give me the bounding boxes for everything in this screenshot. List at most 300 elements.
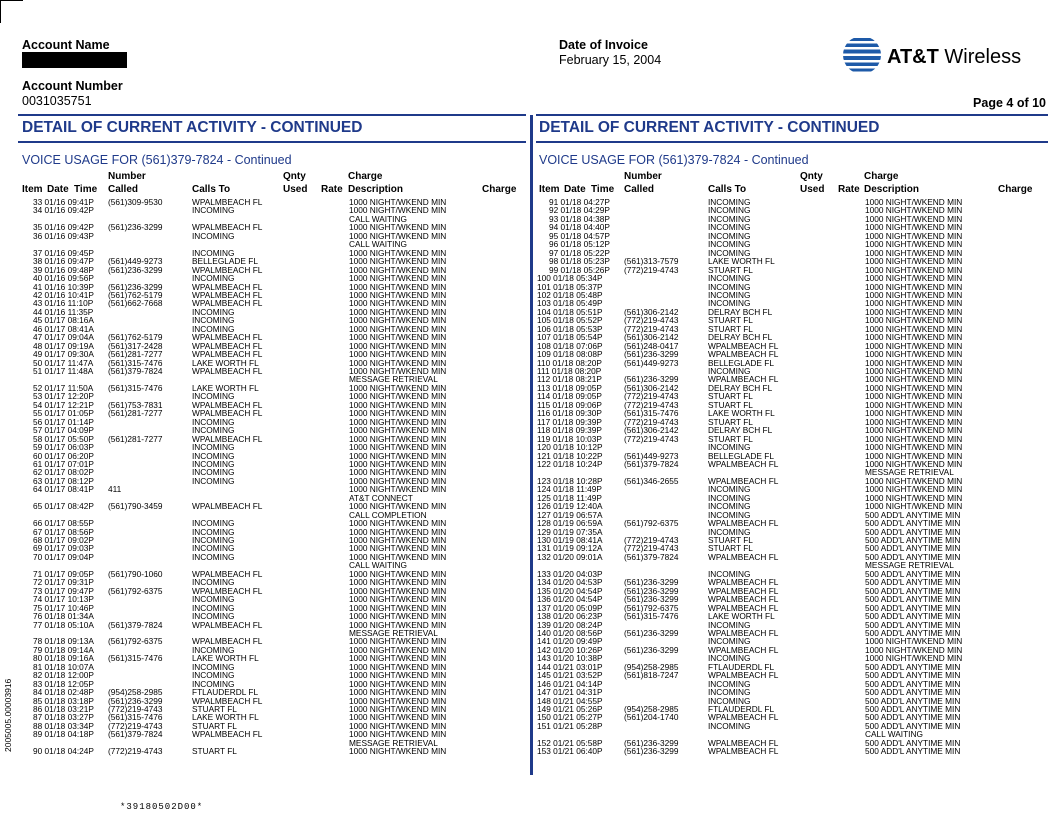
cell-description: 1000 NIGHT/WKEND MIN	[865, 382, 963, 393]
cell-description: 1000 NIGHT/WKEND MIN	[865, 273, 963, 284]
cell-description: 1000 NIGHT/WKEND MIN	[865, 323, 963, 334]
cell-description: 1000 NIGHT/WKEND MIN	[865, 349, 963, 360]
cell-description: 1000 NIGHT/WKEND MIN	[349, 340, 447, 351]
cell-description: CALL WAITING	[349, 239, 407, 250]
cell-item-date-time: 92 01/18 04:29P	[549, 205, 610, 216]
rule-right-bottom	[536, 141, 1048, 143]
cell-description: 1000 NIGHT/WKEND MIN	[865, 197, 963, 207]
cell-number-called: (561)449-9273	[624, 357, 679, 368]
cell-item-date-time: 71 01/17 09:05P	[33, 568, 94, 579]
cell-calls-to: INCOMING	[708, 205, 751, 216]
cell-calls-to: FTLAUDERDL FL	[192, 687, 259, 698]
cell-item-date-time: 95 01/18 04:57P	[549, 230, 610, 241]
cell-description: 500 ADD'L ANYTIME MIN	[865, 678, 961, 689]
cell-calls-to: WPALMBEACH FL	[192, 340, 263, 351]
cell-description: 1000 NIGHT/WKEND MIN	[865, 264, 963, 275]
cell-calls-to: INCOMING	[708, 653, 751, 664]
cell-description: 1000 NIGHT/WKEND MIN	[349, 611, 447, 622]
cell-description: 1000 NIGHT/WKEND MIN	[865, 442, 963, 453]
crop-mark	[0, 0, 23, 23]
cell-item-date-time: 152 01/21 05:58P	[537, 737, 603, 748]
cell-description: 1000 NIGHT/WKEND MIN	[349, 273, 447, 284]
cell-description: 1000 NIGHT/WKEND MIN	[349, 704, 447, 714]
cell-calls-to: INCOMING	[192, 425, 235, 436]
cell-calls-to: WPALMBEACH FL	[708, 518, 779, 529]
cell-description: 1000 NIGHT/WKEND MIN	[349, 577, 447, 588]
cell-calls-to: LAKE WORTH FL	[192, 653, 259, 664]
cell-description: 500 ADD'L ANYTIME MIN	[865, 602, 961, 613]
cell-item-date-time: 43 01/16 11:10P	[33, 298, 94, 309]
cell-description: MESSAGE RETRIEVAL	[349, 627, 438, 638]
cell-description: 1000 NIGHT/WKEND MIN	[865, 450, 963, 461]
cell-description: 1000 NIGHT/WKEND MIN	[349, 408, 447, 419]
cell-description: 1000 NIGHT/WKEND MIN	[349, 687, 447, 698]
cell-description: 1000 NIGHT/WKEND MIN	[349, 568, 447, 579]
cell-item-date-time: 136 01/20 04:54P	[537, 594, 603, 605]
cell-item-date-time: 75 01/17 10:46P	[33, 602, 94, 613]
col-calls-to: Calls To	[708, 184, 747, 195]
cell-description: 1000 NIGHT/WKEND MIN	[349, 298, 447, 309]
cell-number-called: (561)317-2428	[108, 340, 163, 351]
cell-calls-to: INCOMING	[192, 661, 235, 672]
cell-description: 1000 NIGHT/WKEND MIN	[349, 653, 447, 664]
cell-number-called: (954)258-2985	[624, 704, 679, 714]
cell-description: 1000 NIGHT/WKEND MIN	[349, 264, 447, 275]
cell-description: 500 ADD'L ANYTIME MIN	[865, 627, 961, 638]
voice-usage-title-right: VOICE USAGE FOR (561)379-7824 - Continued	[539, 153, 809, 167]
account-number: 0031035751	[22, 94, 92, 108]
cell-description: 1000 NIGHT/WKEND MIN	[349, 518, 447, 529]
cell-number-called: (772)219-4743	[624, 535, 679, 545]
cell-calls-to: STUART FL	[708, 399, 753, 410]
col-description: Description	[348, 184, 404, 195]
cell-calls-to: DELRAY BCH FL	[708, 425, 773, 436]
cell-description: 1000 NIGHT/WKEND MIN	[865, 433, 963, 444]
cell-number-called: (561)236-3299	[624, 349, 679, 360]
cell-description: 500 ADD'L ANYTIME MIN	[865, 535, 961, 545]
col-date: Date	[47, 184, 69, 195]
cell-number-called: (561)236-3299	[108, 695, 163, 706]
cell-calls-to: INCOMING	[192, 644, 235, 655]
cell-item-date-time: 79 01/18 09:14A	[33, 644, 94, 655]
cell-calls-to: LAKE WORTH FL	[708, 611, 775, 622]
cell-calls-to: INCOMING	[708, 247, 751, 258]
cell-calls-to: STUART FL	[708, 433, 753, 444]
cell-calls-to: DELRAY BCH FL	[708, 306, 773, 317]
cell-calls-to: WPALMBEACH FL	[708, 712, 779, 723]
cell-calls-to: WPALMBEACH FL	[192, 433, 263, 444]
cell-number-called: (561)309-9530	[108, 197, 163, 207]
cell-item-date-time: 125 01/18 11:49P	[537, 492, 602, 503]
cell-item-date-time: 98 01/18 05:23P	[549, 256, 610, 267]
cell-description: 1000 NIGHT/WKEND MIN	[349, 349, 447, 360]
col-called: Called	[108, 184, 139, 195]
cell-item-date-time: 85 01/18 03:18P	[33, 695, 94, 706]
cell-item-date-time: 149 01/21 05:26P	[537, 704, 603, 714]
col-calls-to: Calls To	[192, 184, 231, 195]
cell-calls-to: INCOMING	[192, 518, 235, 529]
cell-number-called: (561)236-3299	[624, 585, 679, 596]
cell-item-date-time: 72 01/17 09:31P	[33, 577, 94, 588]
cell-item-date-time: 101 01/18 05:37P	[537, 281, 603, 292]
cell-item-date-time: 144 01/21 03:01P	[537, 661, 603, 672]
cell-description: 1000 NIGHT/WKEND MIN	[865, 298, 963, 309]
cell-description: 1000 NIGHT/WKEND MIN	[349, 636, 447, 647]
col-number-top: Number	[108, 171, 146, 182]
logo-suffix: Wireless	[944, 46, 1022, 68]
cell-calls-to: INCOMING	[192, 611, 235, 622]
cell-number-called: (772)219-4743	[108, 720, 163, 731]
cell-calls-to: INCOMING	[192, 442, 235, 453]
cell-item-date-time: 119 01/18 10:03P	[537, 433, 602, 444]
cell-description: 1000 NIGHT/WKEND MIN	[349, 425, 447, 436]
cell-calls-to: FTLAUDERDL FL	[708, 704, 775, 714]
cell-description: 1000 NIGHT/WKEND MIN	[349, 644, 447, 655]
cell-item-date-time: 41 01/16 10:39P	[33, 281, 94, 292]
cell-calls-to: INCOMING	[708, 289, 751, 300]
cell-description: 1000 NIGHT/WKEND MIN	[349, 306, 447, 317]
cell-item-date-time: 80 01/18 09:16A	[33, 653, 94, 664]
cell-calls-to: INCOMING	[192, 535, 235, 545]
cell-number-called: (772)219-4743	[624, 543, 679, 554]
cell-item-date-time: 147 01/21 04:31P	[537, 687, 603, 698]
cell-item-date-time: 57 01/17 04:09P	[33, 425, 94, 436]
att-globe-logo-icon	[842, 35, 882, 75]
cell-number-called: (561)236-3299	[108, 264, 163, 275]
cell-item-date-time: 36 01/16 09:43P	[33, 230, 94, 241]
cell-item-date-time: 109 01/18 08:08P	[537, 349, 603, 360]
cell-description: 1000 NIGHT/WKEND MIN	[865, 366, 963, 376]
cell-number-called: (561)379-7824	[108, 366, 163, 376]
cell-description: 500 ADD'L ANYTIME MIN	[865, 712, 961, 723]
cell-item-date-time: 61 01/17 07:01P	[33, 458, 94, 469]
cell-description: 1000 NIGHT/WKEND MIN	[865, 644, 963, 655]
cell-calls-to: INCOMING	[708, 636, 751, 647]
cell-description: 500 ADD'L ANYTIME MIN	[865, 670, 961, 681]
cell-number-called: (954)258-2985	[108, 687, 163, 698]
cell-calls-to: WPALMBEACH FL	[708, 475, 779, 486]
invoice-date-label: Date of Invoice	[559, 38, 648, 52]
cell-calls-to: FTLAUDERDL FL	[708, 661, 775, 672]
cell-description: 1000 NIGHT/WKEND MIN	[865, 416, 963, 427]
cell-item-date-time: 52 01/17 11:50A	[33, 382, 94, 393]
cell-item-date-time: 135 01/20 04:54P	[537, 585, 603, 596]
cell-description: 1000 NIGHT/WKEND MIN	[349, 535, 447, 545]
cell-item-date-time: 56 01/17 01:14P	[33, 416, 94, 427]
column-divider	[530, 115, 533, 775]
cell-description: 1000 NIGHT/WKEND MIN	[349, 458, 447, 469]
cell-number-called: (561)313-7579	[624, 256, 679, 267]
cell-description: 1000 NIGHT/WKEND MIN	[349, 526, 447, 537]
cell-calls-to: STUART FL	[708, 323, 753, 334]
cell-item-date-time: 74 01/17 10:13P	[33, 594, 94, 605]
cell-item-date-time: 114 01/18 09:05P	[537, 391, 602, 402]
cell-item-date-time: 116 01/18 09:30P	[537, 408, 602, 419]
cell-description: 1000 NIGHT/WKEND MIN	[865, 357, 963, 368]
cell-calls-to: WPALMBEACH FL	[192, 289, 263, 300]
cell-calls-to: WPALMBEACH FL	[708, 585, 779, 596]
cell-calls-to: WPALMBEACH FL	[708, 340, 779, 351]
cell-calls-to: DELRAY BCH FL	[708, 382, 773, 393]
cell-description: CALL WAITING	[349, 213, 407, 224]
col-qnty-top: Qnty	[283, 171, 306, 182]
cell-calls-to: INCOMING	[192, 247, 235, 258]
cell-item-date-time: 76 01/18 01:34A	[33, 611, 94, 622]
cell-calls-to: INCOMING	[708, 484, 751, 495]
cell-calls-to: INCOMING	[192, 458, 235, 469]
cell-item-date-time: 54 01/17 12:21P	[33, 399, 94, 410]
cell-item-date-time: 91 01/18 04:27P	[549, 197, 610, 207]
cell-calls-to: WPALMBEACH FL	[708, 602, 779, 613]
cell-item-date-time: 150 01/21 05:27P	[537, 712, 603, 723]
cell-number-called: (772)219-4743	[624, 315, 679, 326]
cell-description: 1000 NIGHT/WKEND MIN	[349, 670, 447, 681]
cell-description: 500 ADD'L ANYTIME MIN	[865, 585, 961, 596]
cell-item-date-time: 97 01/18 05:22P	[549, 247, 610, 258]
col-charge-top: Charge	[864, 171, 899, 182]
cell-number-called: (561)762-5179	[108, 332, 163, 343]
cell-item-date-time: 35 01/16 09:42P	[33, 222, 94, 233]
cell-item-date-time: 62 01/17 08:02P	[33, 467, 94, 478]
cell-item-date-time: 142 01/20 10:26P	[537, 644, 603, 655]
col-time: Time	[591, 184, 615, 195]
cell-calls-to: WPALMBEACH FL	[192, 298, 263, 309]
cell-description: 1000 NIGHT/WKEND MIN	[349, 230, 447, 241]
cell-description: 500 ADD'L ANYTIME MIN	[865, 619, 961, 630]
cell-item-date-time: 133 01/20 04:03P	[537, 568, 603, 579]
cell-description: 1000 NIGHT/WKEND MIN	[349, 197, 447, 207]
cell-number-called: (561)236-3299	[624, 627, 679, 638]
cell-item-date-time: 132 01/20 09:01A	[537, 551, 603, 562]
cell-number-called: (561)315-7476	[624, 611, 679, 622]
cell-item-date-time: 82 01/18 12:00P	[33, 670, 94, 681]
cell-description: 1000 NIGHT/WKEND MIN	[349, 712, 447, 723]
cell-item-date-time: 39 01/16 09:48P	[33, 264, 94, 275]
cell-number-called: (561)248-0417	[624, 340, 679, 351]
cell-number-called: (561)236-3299	[108, 281, 163, 292]
cell-calls-to: WPALMBEACH FL	[192, 695, 263, 706]
cell-calls-to: INCOMING	[192, 543, 235, 554]
rule-left-bottom	[18, 141, 526, 143]
cell-description: 1000 NIGHT/WKEND MIN	[349, 678, 447, 689]
cell-number-called: (561)379-7824	[108, 729, 163, 740]
cell-description: 500 ADD'L ANYTIME MIN	[865, 695, 961, 706]
cell-calls-to: INCOMING	[708, 222, 751, 233]
cell-calls-to: WPALMBEACH FL	[192, 585, 263, 596]
cell-calls-to: WPALMBEACH FL	[192, 636, 263, 647]
cell-description: 1000 NIGHT/WKEND MIN	[865, 475, 963, 486]
cell-item-date-time: 104 01/18 05:51P	[537, 306, 603, 317]
cell-description: 1000 NIGHT/WKEND MIN	[865, 425, 963, 436]
cell-item-date-time: 68 01/17 09:02P	[33, 535, 94, 545]
cell-description: 1000 NIGHT/WKEND MIN	[349, 467, 447, 478]
cell-number-called: (561)792-6375	[624, 602, 679, 613]
col-item: Item	[539, 184, 560, 195]
cell-number-called: (561)379-7824	[624, 458, 679, 469]
cell-item-date-time: 94 01/18 04:40P	[549, 222, 610, 233]
cell-description: 1000 NIGHT/WKEND MIN	[865, 484, 963, 495]
cell-calls-to: INCOMING	[192, 551, 235, 562]
cell-number-called: (561)281-7277	[108, 349, 163, 360]
cell-number-called: (561)306-2142	[624, 382, 679, 393]
cell-item-date-time: 99 01/18 05:26P	[549, 264, 610, 275]
cell-calls-to: INCOMING	[192, 230, 235, 241]
cell-item-date-time: 138 01/20 06:23P	[537, 611, 603, 622]
cell-item-date-time: 86 01/18 03:21P	[33, 704, 94, 714]
cell-calls-to: WPALMBEACH FL	[708, 594, 779, 605]
cell-calls-to: INCOMING	[708, 720, 751, 731]
cell-calls-to: WPALMBEACH FL	[708, 746, 779, 757]
cell-item-date-time: 140 01/20 08:56P	[537, 627, 603, 638]
cell-item-date-time: 122 01/18 10:24P	[537, 458, 603, 469]
invoice-date: February 15, 2004	[559, 53, 662, 67]
cell-calls-to: INCOMING	[192, 602, 235, 613]
cell-number-called: (954)258-2985	[624, 661, 679, 672]
rule-left-top	[18, 114, 526, 116]
cell-item-date-time: 128 01/19 06:59A	[537, 518, 603, 529]
cell-description: 1000 NIGHT/WKEND MIN	[865, 408, 963, 419]
cell-description: 1000 NIGHT/WKEND MIN	[349, 256, 447, 267]
cell-number-called: (561)792-6375	[108, 636, 163, 647]
cell-item-date-time: 37 01/16 09:45P	[33, 247, 94, 258]
cell-item-date-time: 77 01/18 05:10A	[33, 619, 94, 630]
cell-description: 1000 NIGHT/WKEND MIN	[349, 222, 447, 233]
cell-item-date-time: 121 01/18 10:22P	[537, 450, 603, 461]
cell-calls-to: INCOMING	[708, 619, 751, 630]
cell-item-date-time: 60 01/17 06:20P	[33, 450, 94, 461]
cell-calls-to: INCOMING	[192, 323, 235, 334]
cell-number-called: (772)219-4743	[624, 433, 679, 444]
cell-item-date-time: 46 01/17 08:41A	[33, 323, 94, 334]
cell-description: 1000 NIGHT/WKEND MIN	[865, 213, 963, 224]
cell-item-date-time: 45 01/17 08:16A	[33, 315, 94, 326]
cell-item-date-time: 33 01/16 09:41P	[33, 197, 94, 207]
cell-calls-to: STUART FL	[708, 264, 753, 275]
cell-number-called: (561)346-2655	[624, 475, 679, 486]
cell-calls-to: INCOMING	[708, 366, 751, 376]
cell-item-date-time: 34 01/16 09:42P	[33, 205, 94, 216]
barcode-text: *39180502D00*	[120, 802, 204, 812]
cell-calls-to: WPALMBEACH FL	[192, 264, 263, 275]
cell-description: 1000 NIGHT/WKEND MIN	[349, 205, 447, 216]
cell-item-date-time: 100 01/18 05:34P	[537, 273, 603, 284]
logo-brand: AT&T	[887, 46, 939, 68]
cell-calls-to: INCOMING	[708, 298, 751, 309]
cell-description: 500 ADD'L ANYTIME MIN	[865, 720, 961, 731]
cell-item-date-time: 120 01/18 10:12P	[537, 442, 603, 453]
cell-description: 500 ADD'L ANYTIME MIN	[865, 737, 961, 748]
cell-description: 1000 NIGHT/WKEND MIN	[349, 695, 447, 706]
cell-calls-to: LAKE WORTH FL	[192, 382, 259, 393]
cell-calls-to: INCOMING	[192, 526, 235, 537]
cell-description: 1000 NIGHT/WKEND MIN	[865, 256, 963, 267]
cell-item-date-time: 42 01/16 10:41P	[33, 289, 94, 300]
cell-calls-to: WPALMBEACH FL	[708, 458, 779, 469]
cell-calls-to: WPALMBEACH FL	[708, 737, 779, 748]
cell-number-called: (772)219-4743	[624, 416, 679, 427]
cell-calls-to: LAKE WORTH FL	[192, 357, 259, 368]
col-rate: Rate	[321, 184, 343, 195]
cell-description: 500 ADD'L ANYTIME MIN	[865, 509, 961, 520]
cell-item-date-time: 146 01/21 04:14P	[537, 678, 603, 689]
cell-description: 1000 NIGHT/WKEND MIN	[349, 619, 447, 630]
cell-description: 500 ADD'L ANYTIME MIN	[865, 661, 961, 672]
cell-description: 1000 NIGHT/WKEND MIN	[349, 729, 447, 740]
cell-item-date-time: 84 01/18 02:48P	[33, 687, 94, 698]
cell-description: 500 ADD'L ANYTIME MIN	[865, 543, 961, 554]
cell-item-date-time: 111 01/18 08:20P	[537, 366, 602, 376]
cell-description: 1000 NIGHT/WKEND MIN	[349, 416, 447, 427]
cell-item-date-time: 139 01/20 08:24P	[537, 619, 603, 630]
cell-description: 1000 NIGHT/WKEND MIN	[865, 289, 963, 300]
cell-description: 1000 NIGHT/WKEND MIN	[865, 501, 963, 512]
cell-calls-to: WPALMBEACH FL	[192, 366, 263, 376]
cell-description: 500 ADD'L ANYTIME MIN	[865, 746, 961, 757]
cell-description: 500 ADD'L ANYTIME MIN	[865, 577, 961, 588]
cell-description: MESSAGE RETRIEVAL	[865, 467, 954, 478]
cell-number-called: (561)790-3459	[108, 501, 163, 512]
cell-item-date-time: 129 01/19 07:35A	[537, 526, 603, 537]
cell-calls-to: STUART FL	[192, 746, 237, 757]
cell-description: 1000 NIGHT/WKEND MIN	[865, 340, 963, 351]
cell-description: AT&T CONNECT	[349, 492, 413, 503]
col-item: Item	[22, 184, 43, 195]
cell-calls-to: WPALMBEACH FL	[708, 551, 779, 562]
section-title-left: DETAIL OF CURRENT ACTIVITY - CONTINUED	[22, 119, 363, 136]
cell-description: CALL COMPLETION	[349, 509, 427, 520]
cell-calls-to: INCOMING	[192, 594, 235, 605]
cell-calls-to: STUART FL	[708, 416, 753, 427]
cell-description: 1000 NIGHT/WKEND MIN	[349, 746, 447, 757]
cell-calls-to: STUART FL	[708, 543, 753, 554]
cell-number-called: (561)790-1060	[108, 568, 163, 579]
cell-item-date-time: 124 01/18 11:49P	[537, 484, 602, 495]
cell-item-date-time: 66 01/17 08:55P	[33, 518, 94, 529]
cell-calls-to: STUART FL	[708, 315, 753, 326]
col-charge-top: Charge	[348, 171, 383, 182]
cell-number-called: (561)281-7277	[108, 408, 163, 419]
cell-item-date-time: 143 01/20 10:38P	[537, 653, 603, 664]
cell-number-called: (561)315-7476	[108, 357, 163, 368]
cell-description: 500 ADD'L ANYTIME MIN	[865, 594, 961, 605]
cell-number-called: (561)236-3299	[624, 577, 679, 588]
cell-number-called: (561)792-6375	[624, 518, 679, 529]
cell-item-date-time: 105 01/18 05:52P	[537, 315, 603, 326]
cell-number-called: (772)219-4743	[108, 704, 163, 714]
cell-number-called: (561)236-3299	[108, 222, 163, 233]
cell-item-date-time: 44 01/16 11:35P	[33, 306, 94, 317]
cell-item-date-time: 107 01/18 05:54P	[537, 332, 603, 343]
cell-number-called: (772)219-4743	[624, 391, 679, 402]
cell-calls-to: INCOMING	[192, 315, 235, 326]
cell-item-date-time: 148 01/21 04:55P	[537, 695, 603, 706]
col-rate: Rate	[838, 184, 860, 195]
cell-description: 1000 NIGHT/WKEND MIN	[349, 289, 447, 300]
cell-description: 1000 NIGHT/WKEND MIN	[865, 399, 963, 410]
cell-calls-to: INCOMING	[708, 492, 751, 503]
cell-description: 1000 NIGHT/WKEND MIN	[349, 391, 447, 402]
cell-description: 1000 NIGHT/WKEND MIN	[349, 551, 447, 562]
cell-item-date-time: 49 01/17 09:30A	[33, 349, 94, 360]
cell-calls-to: INCOMING	[708, 442, 751, 453]
cell-item-date-time: 55 01/17 01:05P	[33, 408, 94, 419]
side-control-number: 2005005.00003916	[3, 678, 13, 752]
cell-number-called: (561)306-2142	[624, 425, 679, 436]
cell-item-date-time: 108 01/18 07:06P	[537, 340, 603, 351]
cell-description: 500 ADD'L ANYTIME MIN	[865, 518, 961, 529]
cell-calls-to: INCOMING	[192, 577, 235, 588]
cell-description: 1000 NIGHT/WKEND MIN	[349, 720, 447, 731]
